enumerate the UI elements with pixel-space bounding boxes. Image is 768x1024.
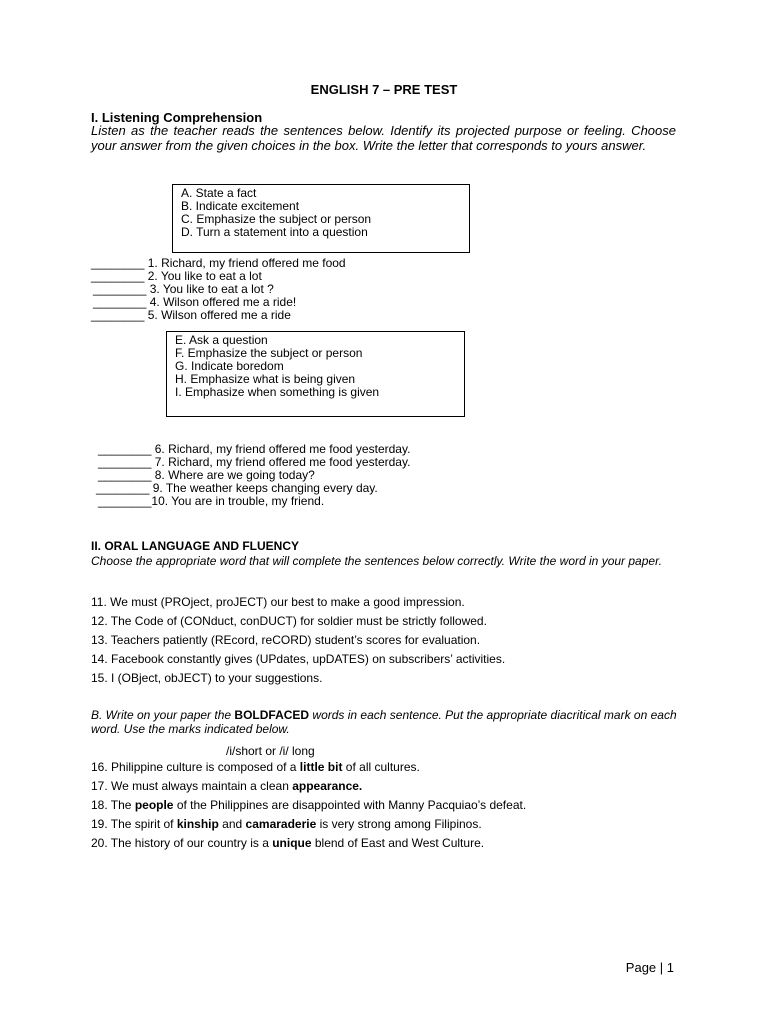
question-8: ________ 8. Where are we going today? xyxy=(98,468,315,482)
question-3: ________ 3. You like to eat a lot ? xyxy=(93,282,274,296)
question-12: 12. The Code of (CONduct, conDUCT) for soldier must be strictly followed. xyxy=(91,614,487,628)
choice-b: B. Indicate excitement xyxy=(181,199,300,213)
choice-c: C. Emphasize the subject or person xyxy=(181,212,372,226)
question-2: ________ 2. You like to eat a lot xyxy=(91,269,262,283)
question-17: 17. We must always maintain a clean appearance. xyxy=(91,779,363,793)
choice-h: H. Emphasize what is being given xyxy=(175,372,356,386)
choice-i: I. Emphasize when something is given xyxy=(175,385,380,399)
question-10: ________10. You are in trouble, my friend. xyxy=(98,494,325,508)
question-1: ________ 1. Richard, my friend offered me food xyxy=(91,256,346,270)
choice-a: A. State a fact xyxy=(181,186,257,200)
part-b-instructions: B. Write on your paper the BOLDFACED words in each sentence. Put the appropriate diacritical mark on each word. Use the marks indicated below. xyxy=(91,708,677,736)
question-9: ________ 9. The weather keeps changing every day. xyxy=(96,481,378,495)
choice-d: D. Turn a statement into a question xyxy=(181,225,368,239)
question-14: 14. Facebook constantly gives (UPdates, upDATES) on subscribers’ activities. xyxy=(91,652,506,666)
question-19: 19. The spirit of kinship and camaraderie is very strong among Filipinos. xyxy=(91,817,482,831)
question-18: 18. The people of the Philippines are disappointed with Manny Pacquiao’s defeat. xyxy=(91,798,527,812)
listening-instructions: Listen as the teacher reads the sentences below. Identify its projected purpose or feeling. Choose your answer from the given choices in the box. Write the letter that corresponds to yours answer. xyxy=(91,123,676,153)
question-16: 16. Philippine culture is composed of a little bit of all cultures. xyxy=(91,760,420,774)
choice-f: F. Emphasize the subject or person xyxy=(175,346,363,360)
question-5: ________ 5. Wilson offered me a ride xyxy=(91,308,291,322)
question-15: 15. I (OBject, obJECT) to your suggestions. xyxy=(91,671,323,685)
question-13: 13. Teachers patiently (REcord, reCORD) student’s scores for evaluation. xyxy=(91,633,481,647)
choice-g: G. Indicate boredom xyxy=(175,359,284,373)
question-11: 11. We must (PROject, proJECT) our best to make a good impression. xyxy=(91,595,465,609)
question-4: ________ 4. Wilson offered me a ride! xyxy=(93,295,297,309)
section-heading-listening: I. Listening Comprehension xyxy=(91,110,263,125)
section-heading-oral-language: II. ORAL LANGUAGE AND FLUENCY xyxy=(91,539,300,553)
page-title: ENGLISH 7 – PRE TEST xyxy=(310,82,458,97)
question-20: 20. The history of our country is a unique blend of East and West Culture. xyxy=(91,836,485,850)
choices-box-e-i xyxy=(166,331,465,417)
question-7: ________ 7. Richard, my friend offered me food yesterday. xyxy=(98,455,411,469)
choices-box-a-d xyxy=(172,184,470,253)
oral-language-instructions: Choose the appropriate word that will complete the sentences below correctly. Write the word in your paper. xyxy=(91,554,662,568)
choice-e: E. Ask a question xyxy=(175,333,268,347)
page-number: Page | 1 xyxy=(625,960,674,975)
diacritical-marks-legend: /i/short or /i/ long xyxy=(226,744,315,758)
question-6: ________ 6. Richard, my friend offered me food yesterday. xyxy=(98,442,411,456)
